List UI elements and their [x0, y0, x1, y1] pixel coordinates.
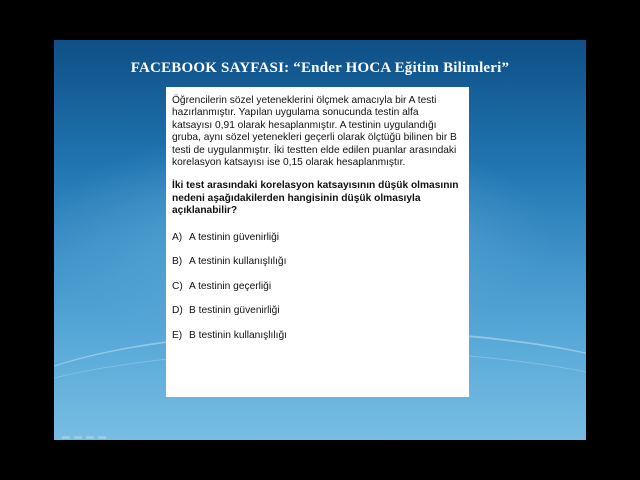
slide-header: FACEBOOK SAYFASI: “Ender HOCA Eğitim Bilimleri” — [130, 60, 510, 76]
answer-options — [172, 232, 461, 355]
nav-dot — [62, 436, 70, 439]
option-key: B) — [172, 256, 183, 268]
question-stem: İki test arasındaki korelasyon katsayısının düşük olmasının nedeni aşağıdakilerden hangisinin düşük olmasıyla açıklanabilir? — [172, 180, 459, 217]
presentation-slide — [54, 40, 586, 440]
option-key: C) — [172, 280, 183, 292]
option-text: B testinin kullanışlılığı — [189, 329, 287, 341]
slide-nav-controls — [62, 426, 122, 432]
option-key: A) — [172, 231, 183, 243]
answer-option-e — [172, 330, 461, 355]
answer-option-a — [172, 232, 461, 257]
option-text: A testinin kullanışlılığı — [189, 256, 287, 268]
nav-dot — [98, 436, 106, 439]
option-key: D) — [172, 305, 183, 317]
nav-dot — [86, 436, 94, 439]
nav-dot — [74, 436, 82, 439]
option-text: B testinin güvenirliği — [189, 305, 280, 317]
option-text: A testinin güvenirliği — [189, 231, 280, 243]
option-key: E) — [172, 329, 183, 341]
option-text: A testinin geçerliği — [189, 280, 272, 292]
answer-option-b — [172, 256, 461, 281]
answer-option-d — [172, 305, 461, 330]
answer-option-c — [172, 281, 461, 306]
question-intro: Öğrencilerin sözel yeteneklerini ölçmek amacıyla bir A testi hazırlanmıştır. Yapılan uygulama sonucunda testin alfa katsayısı 0,91 olarak hesaplanmıştır. A testinin uygulandığı gruba, aynı sözel yetenekleri geçerli olarak ölçtüğü bilinen bir B testi de uygulanmıştır. İki testten elde edilen puanlar arasındaki korelasyon katsayısı ise 0,15 olarak hesaplanmıştır. — [172, 95, 457, 169]
question-card — [166, 87, 469, 397]
